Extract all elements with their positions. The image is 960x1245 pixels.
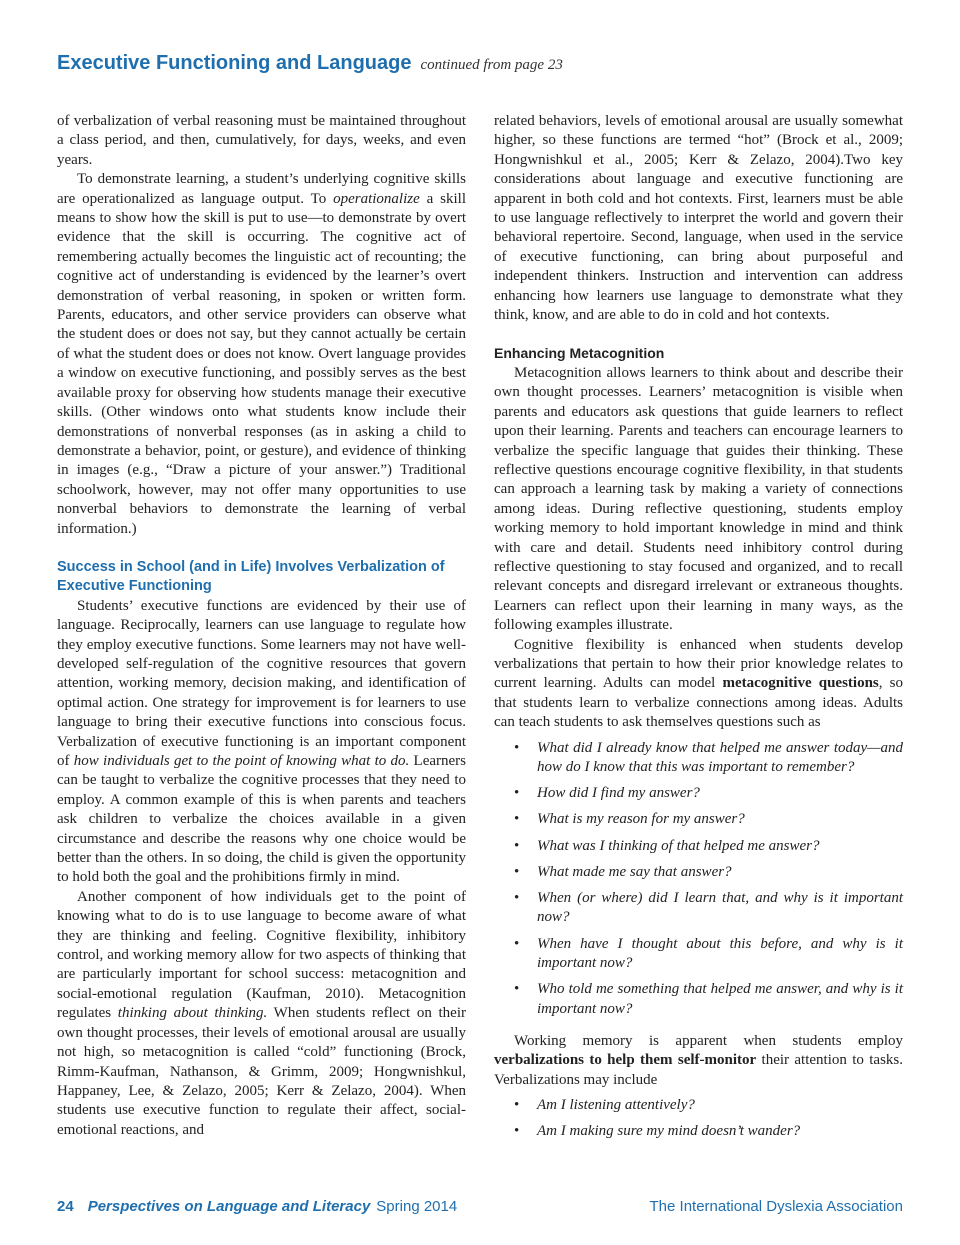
bullet-icon: • [514,935,520,952]
paragraph: Metacognition allows learners to think about and describe their own thought processes. Learners’ metacognition is visible when parents and educators ask questions that guide learners to reflect upon their learning. Parents and teachers can encourage learners to verbalize the specific language that guides their thinking. These reflective questions encourage cognitive flexibility, in that students can approach a learning task by making a variety of connections among ideas. During reflective questioning, students employ working memory to hold important knowledge in mind and think with care and detail. Students need inhibitory control during reflective questioning to stay focused and organized, and to recall relevant concepts and disregard irrelevant or extraneous thoughts. Learners can reflect upon their learning in many ways, as the following examples illustrate. [494,364,903,634]
question-text: What is my reason for my answer? [537,811,745,828]
question-text: What did I already know that helped me answer today—and how do I know that this was important to remember? [537,739,903,775]
bullet-icon: • [514,863,520,880]
text-run: When students reflect on their own thought processes, their levels of emotional arousal are usually not high, so metacognition is called “cold” functioning (Brock, Rimm-Kaufman, Nathanson, & Grimm, 2009; Hongwnishkul, Happaney, Lee, & Zelazo, 2005; Kerr & Zelazo, 2004). When students use executive function to regulate their affect, social-emotional reactions, and [57,1005,466,1138]
question-text: When (or where) did I learn that, and why is it important now? [537,890,903,926]
section-heading: Enhancing Metacognition [494,345,665,362]
bullet-icon: • [514,811,520,828]
list-item [494,739,903,778]
paragraph: of verbalization of verbal reasoning must be maintained throughout a class period, and then, cumulatively, for days, weeks, and even years. [57,113,466,168]
bullet-icon: • [514,785,520,802]
bullet-icon: • [514,1123,520,1140]
text-run: a skill means to show how the skill is put to use—to demonstrate by overt evidence that the skill is occurring. The cognitive act of remembering actually becomes the linguistic act of recounting; the cognitive act of understanding is evidenced by the learner’s overt demonstration of verbal reasoning, in spoken or written form. Parents, educators, and other service providers can observe what the student does or does not say, but they cannot actually be certain of what the student does or does not know. Overt language provides a window on executive functioning, and possibly serves as the best available proxy for observing how students manage their executive skills. (Other windows onto what students know include their demonstrations of nonverbal responses (as in asking a child to demonstrate a behavior, point, or gesture), and evidence of thinking in images (e.g., “Draw a picture of your answer.”) Traditional schoolwork, however, may not offer many opportunities to use nonverbal behaviors to demonstrate the learning of verbal information.) [57,190,466,537]
bullet-icon: • [514,890,520,907]
question-text: What was I thinking of that helped me answer? [537,837,820,854]
list-item [494,935,903,974]
list-item [494,784,903,803]
continued-note: continued from page 23 [420,57,563,73]
text-run: , so that students learn to verbalize connections among ideas. Adults can teach students to ask themselves questions such as [494,675,903,731]
bold-term: metacognitive questions [722,675,879,692]
emphasis: operationalize [333,190,420,207]
bullet-icon: • [514,981,520,998]
emphasis: how individuals get to the point of knowing what to do. [73,753,410,769]
text-run: Learners can be taught to verbalize the cognitive processes that they need to employ. A common example of this is when parents and teachers ask children to verbalize the choices available in a given circumstance and describe the reasons why one choice would be better than the others. In so doing, the child is given the opportunity to hold both the goal and the prohibitions firmly in mind. [57,753,467,886]
bold-term: verbalizations to help them self-monitor [494,1052,757,1069]
list-item [494,1096,903,1115]
paragraph [57,888,466,1140]
right-column [494,112,903,1149]
issue-date: Spring 2014 [376,1198,458,1215]
journal-name: Perspectives on Language and Literacy [87,1198,371,1215]
text-run: To demonstrate learning, a student’s underlying cognitive skills are operationalized as language output. To [57,171,466,207]
bullet-icon: • [514,1097,520,1114]
text-run: Working memory is apparent when students employ [514,1033,903,1050]
bullet-icon: • [514,739,520,756]
text-run: Students’ executive functions are evidenced by their use of language. Reciprocally, learners can use language to regulate how they employ executive functions. Some learners may not have well-developed self-regulation of the cognitive resources that govern attention, working memory, decision making, and identification of optimal action. One strategy for improvement is for learners to use language to bring their executive functions into conscious focus. Verbalization of executive functioning is an important component of [57,597,466,769]
left-column [57,112,466,1140]
list-item [494,1122,903,1141]
paragraph: related behaviors, levels of emotional arousal are usually somewhat higher, so these functions are termed “hot” (Brock et al., 2009; Hongwnishkul et al., 2005; Kerr & Zelazo, 2004).Two key considerations about language and executive functioning are apparent in both cold and hot contexts. First, learners must be able to use language reflectively to interpret the world and govern their behavioral repertoire. Second, language, when used in the service of executive functioning, can bring about purposeful and independent thinkers. Instruction and intervention can address enhancing how learners use language to demonstrate what they think, know, and are able to do in cold and hot contexts. [494,113,903,324]
list-item [494,863,903,882]
page-number: 24 [57,1198,74,1215]
list-item [494,980,903,1019]
text-run: Another component of how individuals get to the point of knowing what to do is to use language to become aware of what they are thinking and feeling. Cognitive flexibility, inhibitory control, and working memory allow for two aspects of thinking that are particularly important for school success: metacognition and social-emotional regulation (Kaufman, 2010). Metacognition regulates [57,888,466,1022]
paragraph [57,597,466,888]
question-text: What made me say that answer? [537,863,732,880]
article-title: Executive Functioning and Language [57,52,412,74]
paragraph [494,1032,903,1090]
question-list [494,739,903,1019]
list-item [494,889,903,928]
bullet-icon: • [514,837,520,854]
list-item [494,810,903,829]
text-run: Cognitive flexibility is enhanced when students develop verbalizations that pertain to how their prior knowledge relates to current learning. Adults can model [494,636,903,692]
page-footer [57,1198,903,1220]
paragraph [57,170,466,539]
question-list [494,1096,903,1142]
question-text: Am I listening attentively? [537,1097,695,1114]
emphasis: thinking about thinking. [117,1005,268,1022]
page-header [57,52,563,75]
question-text: Am I making sure my mind doesn’t wander? [537,1123,801,1140]
question-text: When have I thought about this before, and why is it important now? [537,935,903,972]
question-text: Who told me something that helped me answer, and why is it important now? [537,981,903,1017]
list-item [494,837,903,856]
section-heading: Success in School (and in Life) Involves Verbalization of Executive Functioning [57,558,445,595]
text-run: their attention to tasks. Verbalizations may include [494,1052,903,1088]
question-text: How did I find my answer? [537,785,700,802]
paragraph [494,636,903,733]
organization-name: The International Dyslexia Association [649,1198,903,1215]
